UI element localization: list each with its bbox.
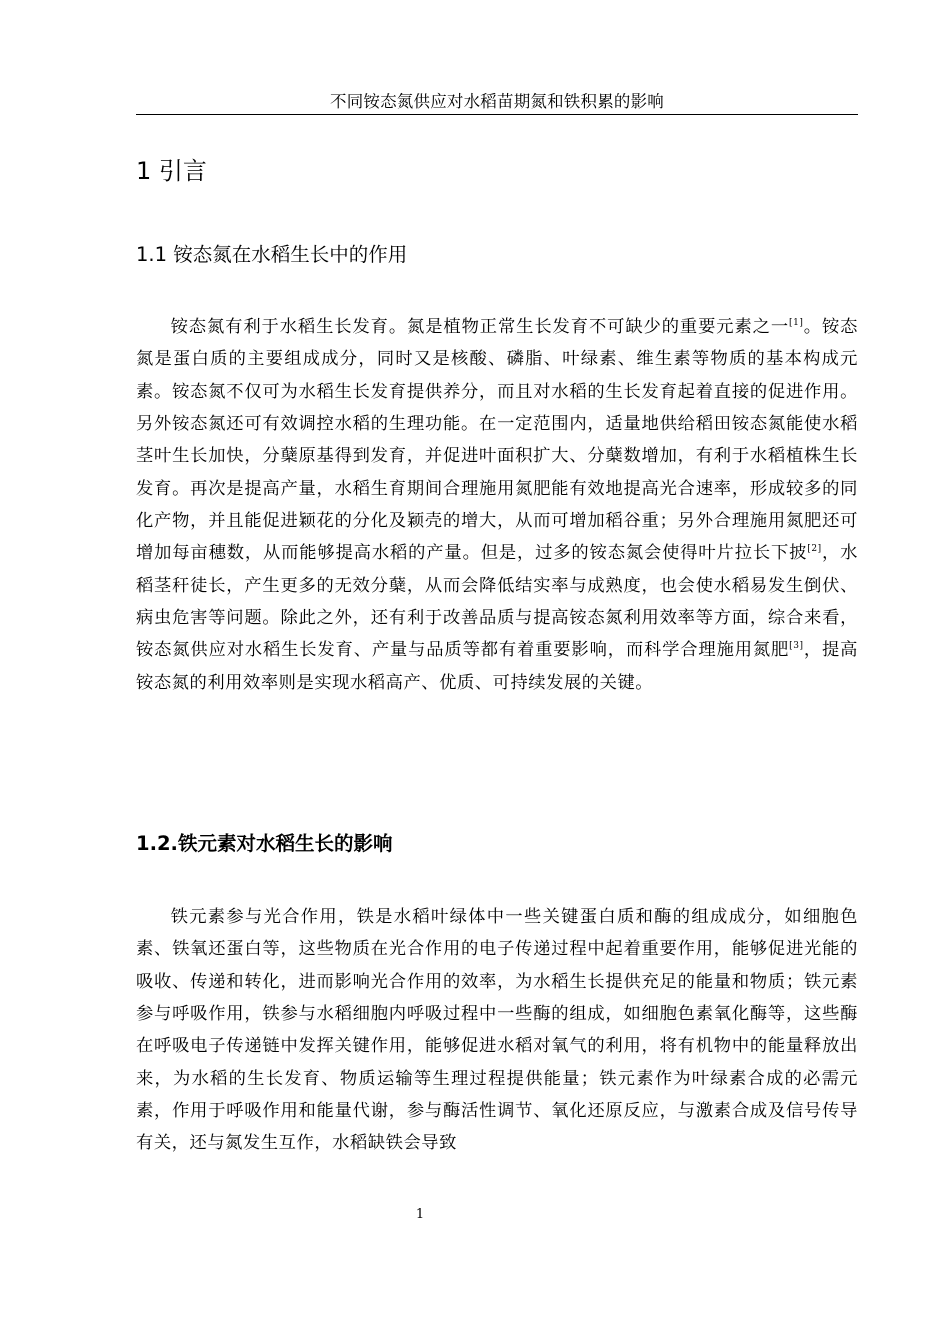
page-number: 1: [415, 1207, 425, 1222]
section-1-2-paragraph: [136, 901, 858, 1160]
section-title-1-1: 1.1 铵态氮在水稻生长中的作用: [136, 243, 408, 266]
running-header-title: 不同铵态氮供应对水稻苗期氮和铁积累的影响: [330, 92, 664, 111]
citation-ref-3: [3]: [789, 641, 804, 652]
citation-ref-2: [2]: [807, 544, 822, 555]
running-header: [136, 92, 858, 115]
paragraph-text: 铁元素参与光合作用，铁是水稻叶绿体中一些关键蛋白质和酶的组成成分，如细胞色素、铁氧还蛋白等，这些物质在光合作用的电子传递过程中起着重要作用，能够促进光能的吸收、传递和转化，进而影响光合作用的效率，为水稻生长提供充足的能量和物质；铁元素参与呼吸作用，铁参与水稻细胞内呼吸过程中一些酶的组成，如细胞色素氧化酶等，这些酶在呼吸电子传递链中发挥关键作用，能够促进水稻对氧气的利用，将有机物中的能量释放出来，为水稻的生长发育、物质运输等生理过程提供能量；铁元素作为叶绿素合成的必需元素，作用于呼吸作用和能量代谢，参与酶活性调节、氧化还原反应，与激素合成及信号传导有关，还与氮发生互作，水稻缺铁会导致: [136, 907, 858, 1154]
chapter-title: 1 引言: [136, 157, 207, 185]
paragraph-text: 铵态氮有利于水稻生长发育。氮是植物正常生长发育不可缺少的重要元素之一: [170, 317, 790, 337]
section-title-1-2: 1.2.铁元素对水稻生长的影响: [136, 832, 393, 855]
paragraph-text: ，水稻茎秆徒长，产生更多的无效分蘖，从而会降低结实率与成熟度，也会使水稻易发生倒伏、病虫危害等问题。除此之外，还有利于改善品质与提高铵态氮利用效率等方面，综合来看，铵态氮供应对水稻生长发育、产量与品质等都有着重要影响，而科学合理施用氮肥: [136, 543, 858, 661]
citation-ref-1: [1]: [789, 318, 804, 328]
section-1-1-paragraph: [136, 311, 858, 699]
paragraph-text: ，提高铵态氮的利用效率则是实现水稻高产、优质、可持续发展的关键。: [136, 640, 858, 693]
paragraph-text: 。铵态氮是蛋白质的主要组成成分，同时又是核酸、磷脂、叶绿素、维生素等物质的基本构成元素。铵态氮不仅可为水稻生长发育提供养分，而且对水稻的生长发育起着直接的促进作用。另外铵态氮还可有效调控水稻的生理功能。在一定范围内，适量地供给稻田铵态氮能使水稻茎叶生长加快，分蘖原基得到发育，并促进叶面积扩大、分蘖数增加，有利于水稻植株生长发育。再次是提高产量，水稻生育期间合理施用氮肥能有效地提高光合速率，形成较多的同化产物，并且能促进颖花的分化及颖壳的增大，从而可增加稻谷重；另外合理施用氮肥还可增加每亩穗数，从而能够提高水稻的产量。但是，过多的铵态氮会使得叶片拉长下披: [136, 317, 859, 564]
